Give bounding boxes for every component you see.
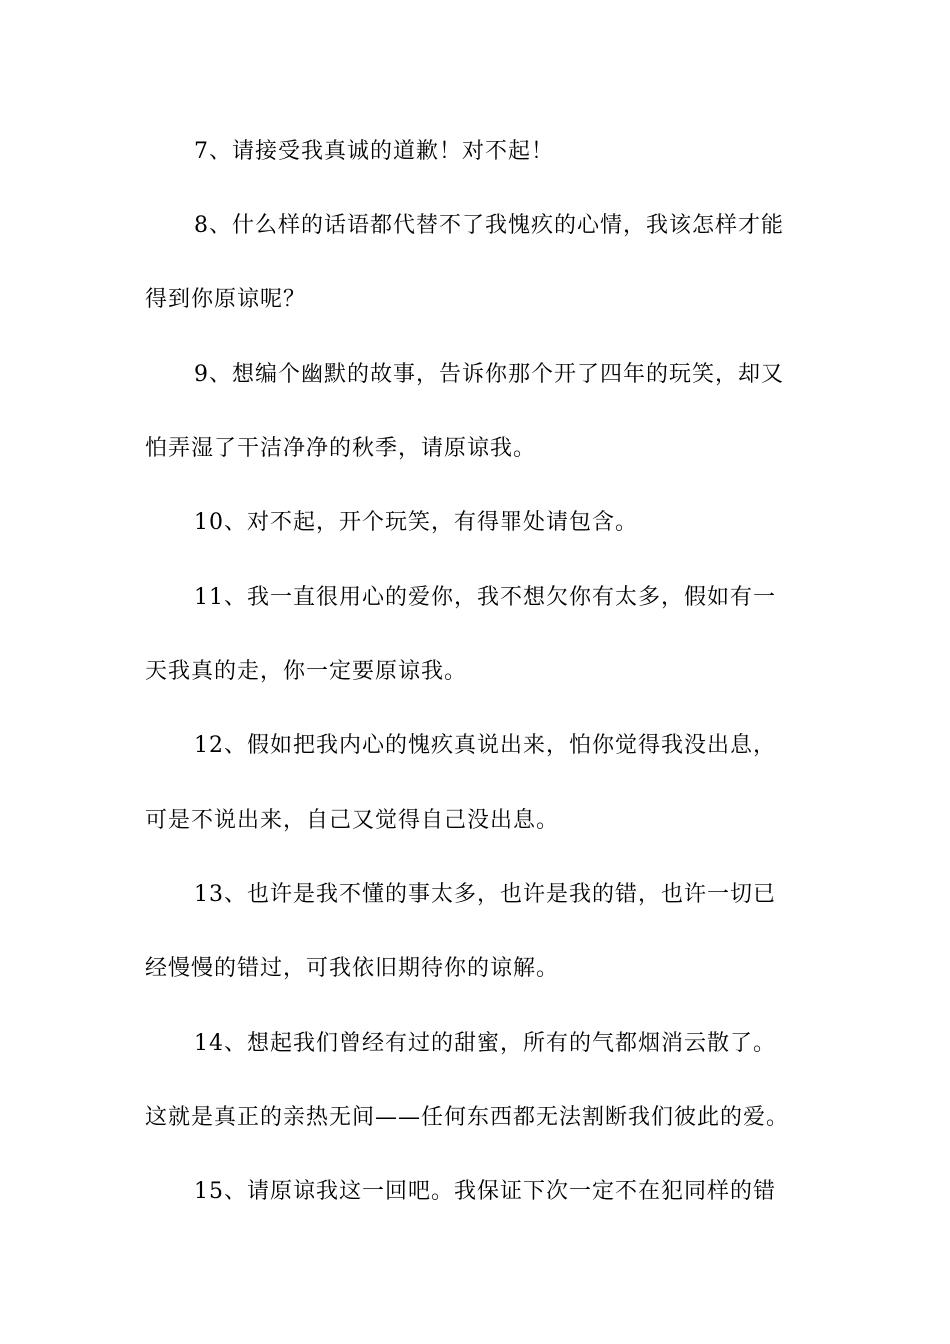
text-line: 天我真的走，你一定要原谅我。 (145, 659, 468, 684)
text-line: 7、请接受我真诚的道歉！对不起！ (194, 139, 554, 164)
text-line: 15、请原谅我这一回吧。我保证下次一定不在犯同样的错 (194, 1179, 776, 1204)
text-line: 8、什么样的话语都代替不了我愧疚的心情，我该怎样才能 (194, 213, 784, 238)
text-line: 14、想起我们曾经有过的甜蜜，所有的气都烟消云散了。 (194, 1031, 776, 1056)
text-line: 经慢慢的错过，可我依旧期待你的谅解。 (145, 956, 560, 981)
text-line: 得到你原谅呢？ (145, 287, 307, 312)
text-line: 怕弄湿了干洁净净的秋季，请原谅我。 (145, 436, 537, 461)
text-line: 10、对不起，开个玩笑，有得罪处请包含。 (194, 510, 638, 535)
text-line: 11、我一直很用心的爱你，我不想欠你有太多，假如有一 (194, 585, 776, 610)
text-line: 13、也许是我不懂的事太多，也许是我的错，也许一切已 (194, 882, 776, 907)
text-line: 可是不说出来，自己又觉得自己没出息。 (145, 808, 560, 833)
text-line: 这就是真正的亲热无间——任何东西都无法割断我们彼此的爱。 (145, 1105, 790, 1130)
text-line: 12、假如把我内心的愧疚真说出来，怕你觉得我没出息， (194, 733, 776, 758)
text-line: 9、想编个幽默的故事，告诉你那个开了四年的玩笑，却又 (194, 362, 784, 387)
